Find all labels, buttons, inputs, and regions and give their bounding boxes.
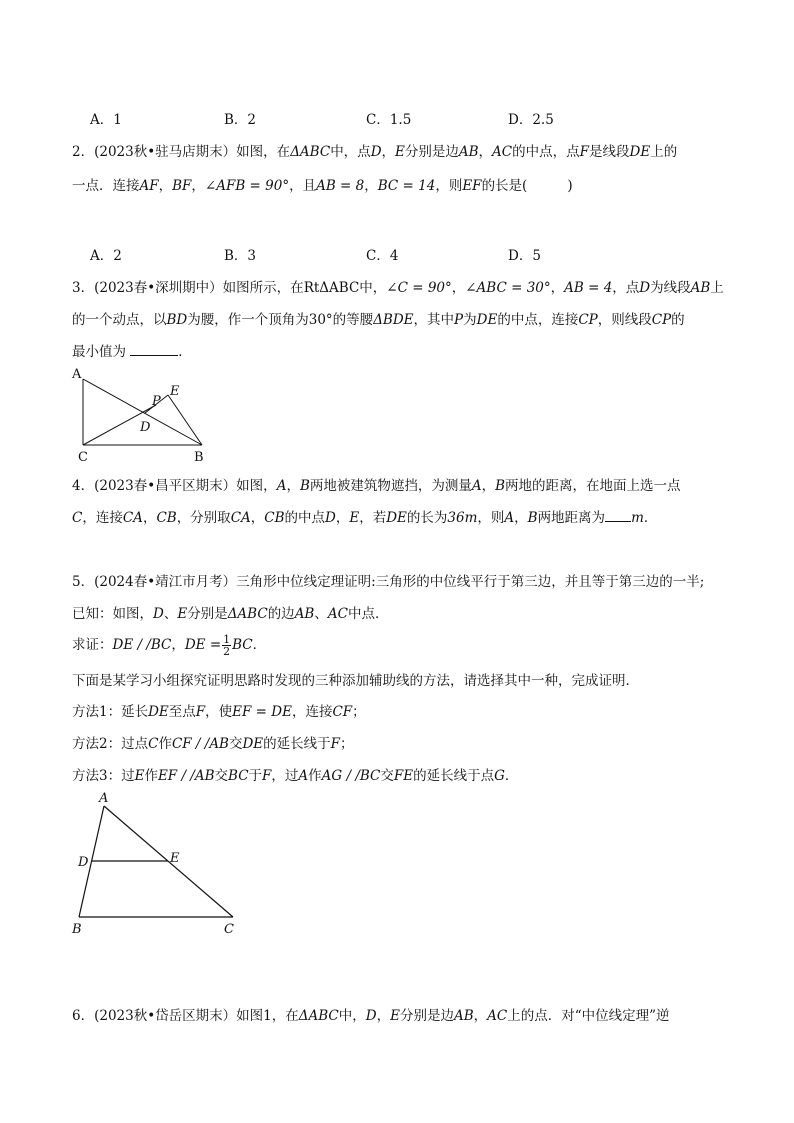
q6-line-1: 6．(2023秋•岱岳区期末）如图1，在ΔABC中，D，E分别是边AB，AC上的点．对“中位线定理”逆 <box>72 1008 670 1024</box>
q5-method-3: 方法3：过E作EF / /AB交BC于F，过A作AG / /BC交FE的延长线于点G． <box>72 768 519 784</box>
label-a: A <box>72 367 82 382</box>
q3-line-3: 最小值为 ． <box>72 344 192 360</box>
fraction-one-half: $\frac{1}{2}$ <box>223 633 231 658</box>
answer-blank <box>130 343 178 356</box>
label-c: C <box>78 450 88 465</box>
q1-option-c: C．1.5 <box>366 112 412 128</box>
q2-line-1: 2．(2023秋•驻马店期末）如图，在ΔABC中，点D，E分别是边AB，AC的中点，点F是线段DE上的 <box>72 144 678 160</box>
q2-line-2: 一点．连接AF，BF，∠AFB = 90°，且AB = 8，BC = 14，则EF的长是( ) <box>72 178 573 194</box>
label-b: B <box>72 922 82 937</box>
q1-option-a: A．1 <box>90 112 122 128</box>
q2-option-c: C．4 <box>366 248 399 264</box>
q3-line-1: 3．(2023春•深圳期中）如图所示，在RtΔABC中，∠C = 90°，∠ABC = 30°，AB = 4，点D为线段AB上 <box>72 280 724 296</box>
label-b: B <box>194 450 204 465</box>
label-e: E <box>170 851 180 866</box>
label-p: P <box>152 394 161 409</box>
label-d: D <box>78 855 89 870</box>
q5-line-2: 已知：如图，D、E分别是ΔABC的边AB、AC中点． <box>72 606 389 622</box>
q2-option-a: A．2 <box>90 248 122 264</box>
label-e: E <box>170 384 180 399</box>
segment-be <box>168 395 202 445</box>
q2-option-d: D．5 <box>508 248 541 264</box>
q5-method-2: 方法2：过点C作CF / /AB交DE的延长线于F； <box>72 736 354 752</box>
q4-line-1: 4．(2023春•昌平区期末）如图，A，B两地被建筑物遮挡，为测量A，B两地的距离，在地面上选一点 <box>72 478 681 494</box>
label-a: A <box>99 791 109 806</box>
q3-figure <box>70 365 220 465</box>
label-d: D <box>140 420 151 435</box>
answer-blank <box>605 509 631 522</box>
q5-line-3: 求证：DE / /BC，DE = $\frac{1}{2}$ BC． <box>72 633 267 658</box>
q4-line-2: C，连接CA，CB，分别取CA，CB的中点D，E，若DE的长为36m，则A，B两地距离为 m． <box>72 510 658 526</box>
q5-method-1: 方法1：延长DE至点F，使EF = DE，连接CF； <box>72 704 366 720</box>
q5-line-1: 5．(2024春•靖江市月考）三角形中位线定理证明:三角形的中位线平行于第三边，并且等于第三边的一半; <box>72 574 705 590</box>
label-c: C <box>224 922 234 937</box>
q2-option-b: B．3 <box>224 248 257 264</box>
q1-option-d: D．2.5 <box>508 112 554 128</box>
q5-line-4: 下面是某学习小组探究证明思路时发现的三种添加辅助线的方法，请选择其中一种，完成证明． <box>72 673 639 689</box>
q5-figure <box>70 790 250 940</box>
q1-option-b: B．2 <box>224 112 257 128</box>
q3-line-2: 的一个动点，以BD为腰，作一个顶角为30°的等腰ΔBDE，其中P为DE的中点，连接CP，则线段CP的 <box>72 312 685 328</box>
